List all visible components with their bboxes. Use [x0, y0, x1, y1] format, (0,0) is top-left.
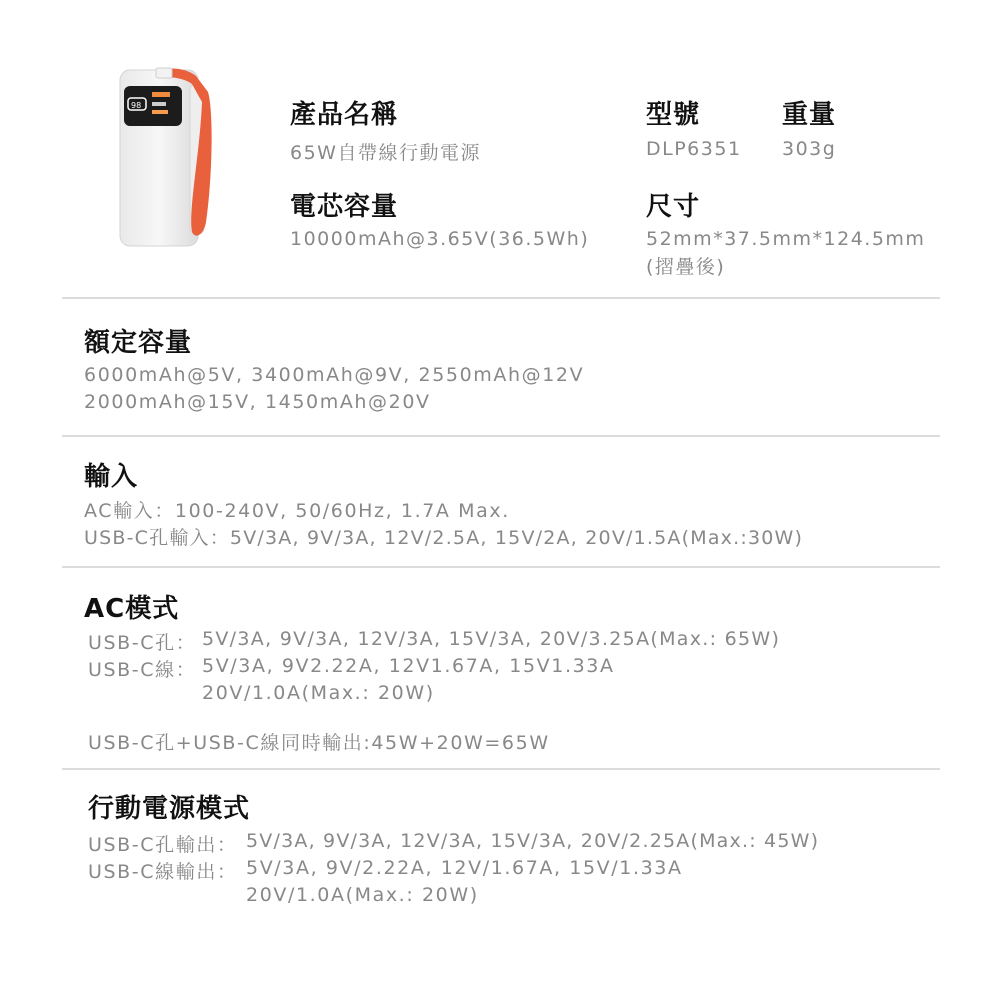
battery-port-value: 5V/3A, 9V/3A, 12V/3A, 15V/3A, 20V/2.25A(Max.: 45W) — [246, 830, 820, 852]
rated-capacity-line: 6000mAh@5V, 3400mAh@9V, 2550mAh@12V — [84, 364, 585, 386]
battery-port-label: USB-C孔輸出： — [88, 834, 238, 856]
divider — [62, 297, 940, 299]
power-bank-illustration — [108, 62, 228, 262]
input-title: 輸入 — [84, 462, 139, 492]
size-value: 52mm*37.5mm*124.5mm — [646, 228, 926, 250]
input-line: USB-C孔輸入：5V/3A, 9V/3A, 12V/2.5A, 15V/2A, 20V/1.5A(Max.:30W) — [84, 527, 804, 549]
product-name-label: 產品名稱 — [290, 100, 399, 130]
battery-cable-label: USB-C線輸出： — [88, 861, 238, 883]
rated-capacity-line: 2000mAh@15V, 1450mAh@20V — [84, 391, 431, 413]
ac-mode-title: AC模式 — [84, 594, 180, 624]
input-line: AC輸入：100-240V, 50/60Hz, 1.7A Max. — [84, 500, 510, 522]
weight-label: 重量 — [782, 100, 837, 130]
ac-cable-value: 5V/3A, 9V2.22A, 12V1.67A, 15V1.33A — [202, 655, 615, 677]
product-image — [108, 62, 228, 262]
rated-capacity-title: 額定容量 — [84, 328, 193, 358]
divider — [62, 768, 940, 770]
cell-capacity-value: 10000mAh@3.65V(36.5Wh) — [290, 228, 590, 250]
battery-cable-value-2: 20V/1.0A(Max.: 20W) — [246, 884, 479, 906]
ac-combined-output: USB-C孔+USB-C線同時輸出:45W+20W=65W — [88, 732, 550, 754]
model-label: 型號 — [646, 100, 701, 130]
battery-cable-value: 5V/3A, 9V/2.22A, 12V/1.67A, 15V/1.33A — [246, 857, 683, 879]
product-name-value: 65W自帶線行動電源 — [290, 142, 481, 164]
weight-value: 303g — [782, 138, 837, 160]
size-label: 尺寸 — [646, 192, 701, 222]
ac-cable-label: USB-C線： — [88, 659, 197, 681]
ac-port-value: 5V/3A, 9V/3A, 12V/3A, 15V/3A, 20V/3.25A(Max.: 65W) — [202, 628, 781, 650]
ac-cable-value-2: 20V/1.0A(Max.: 20W) — [202, 682, 435, 704]
divider — [62, 566, 940, 568]
model-value: DLP6351 — [646, 138, 742, 160]
cell-capacity-label: 電芯容量 — [290, 192, 399, 222]
battery-mode-title: 行動電源模式 — [88, 794, 251, 824]
ac-port-label: USB-C孔： — [88, 632, 197, 654]
size-note: (摺疊後) — [646, 256, 726, 278]
divider — [62, 435, 940, 437]
svg-text:98: 98 — [131, 101, 142, 110]
